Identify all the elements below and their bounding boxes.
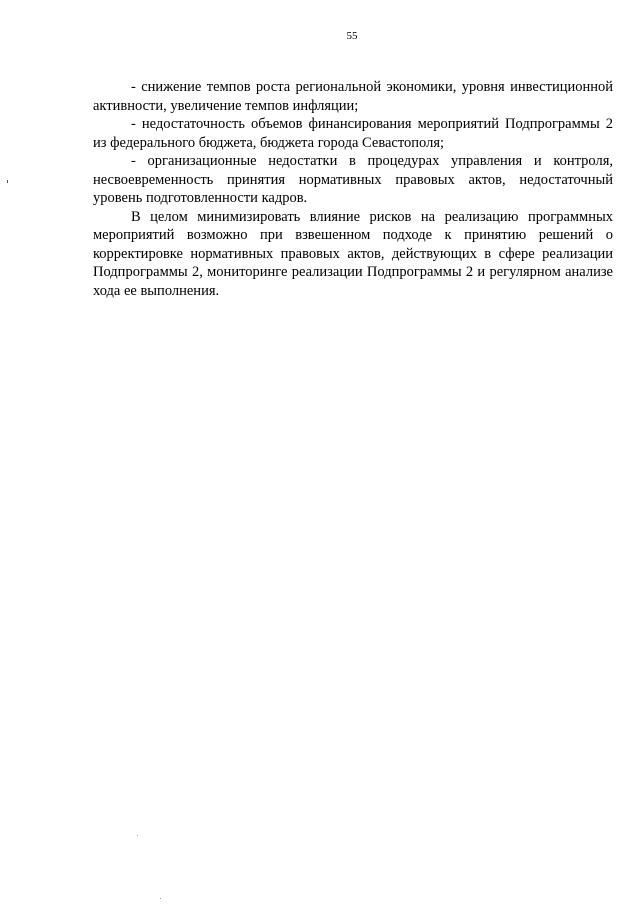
paragraph-risk-economy: - снижение темпов роста региональной экономики, уровня инвестиционной активности, увеличение темпов инфляции; <box>93 79 613 114</box>
paragraph-risk-organizational: - организационные недостатки в процедурах управления и контроля, несвоевременность принятия нормативных правовых актов, недостаточный уровень подготовленности кадров. <box>93 153 613 206</box>
scan-speck <box>160 898 161 899</box>
page-number: 55 <box>346 30 358 42</box>
document-body <box>93 78 613 300</box>
paragraph-risk-mitigation: В целом минимизировать влияние рисков на реализацию программных мероприятий возможно при взвешенном подходе к принятию решений о корректировке нормативных правовых актов, действующих в сфере реализации Подпрограммы 2, мониторинге реализации Подпрограммы 2 и регулярном анализе хода ее выполнения. <box>93 208 613 299</box>
margin-mark <box>7 180 8 183</box>
paragraph-risk-funding: - недостаточность объемов финансирования мероприятий Подпрограммы 2 из федерального бюджета, бюджета города Севастополя; <box>93 116 613 151</box>
scan-speck <box>137 835 138 836</box>
